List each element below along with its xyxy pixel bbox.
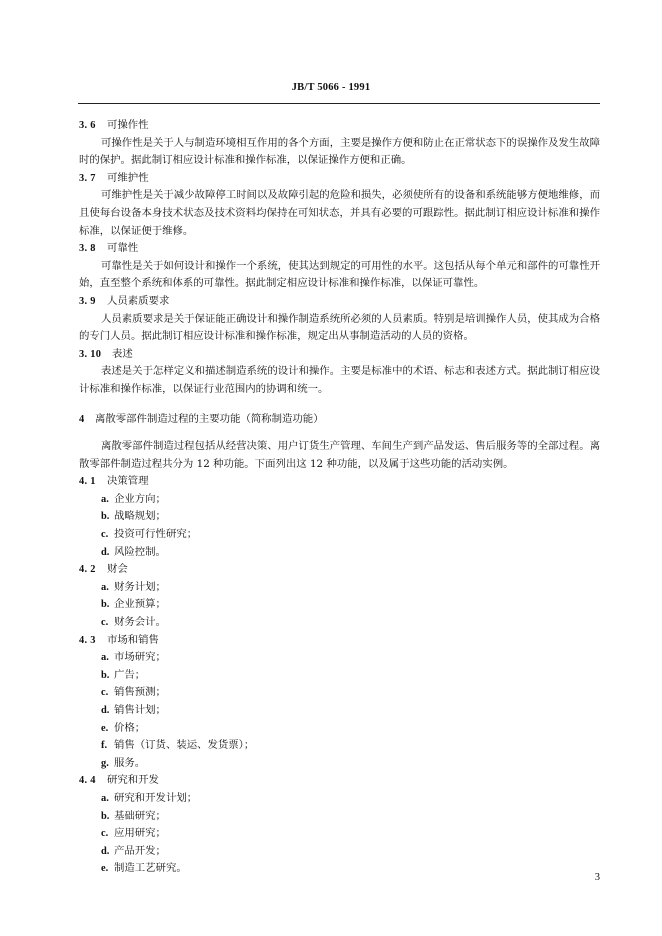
section-heading (79, 240, 600, 258)
section-title: 可操作性 (107, 119, 149, 131)
list-marker: g. (101, 757, 109, 769)
list-item-text: 销售预测； (114, 686, 166, 699)
list-item-text: 企业预算； (114, 598, 166, 611)
list-item-text: 企业方向； (114, 492, 166, 505)
list-marker: b. (101, 669, 110, 681)
list-item (79, 825, 600, 843)
paragraph: 人员素质要求是关于保证能正确设计和操作制造系统所必须的人员素质。特别是培训操作人员，使其成为合格的专门人员。据此制订相应设计标准和操作标准，规定出从事制造活动的人员的资格。 (79, 312, 600, 343)
list-marker: a. (101, 493, 109, 505)
document-body (79, 117, 600, 878)
list-item-text: 财务计划； (114, 580, 166, 593)
paragraph: 可操作性是关于人与制造环境相互作用的各个方面，主要是操作方便和防止在正常状态下的误操作及发生故障时的保护。据此制订相应设计标准和操作标准，以保证操作方便和正确。 (79, 136, 600, 167)
list-item (79, 579, 600, 597)
list-item-text: 风险控制。 (114, 545, 166, 558)
paragraph: 可靠性是关于如何设计和操作一个系统，使其达到规定的可用性的水平。这包括从每个单元和部件的可靠性开始，直至整个系统和体系的可靠性。据此制定相应设计标准和操作标准，以保证可靠性。 (79, 259, 600, 290)
list-item-text: 销售（订货、装运、发货票）； (114, 739, 255, 752)
section-heading (79, 772, 600, 790)
list-marker: c. (101, 617, 109, 629)
list-item (79, 737, 600, 755)
list-item (79, 702, 600, 720)
section-title: 可维护性 (107, 171, 149, 184)
section-title: 可靠性 (107, 242, 139, 255)
section-heading (79, 117, 600, 135)
list-item (79, 667, 600, 685)
list-item (79, 860, 600, 878)
paragraph: 离散零部件制造过程包括从经营决策、用户订货生产管理、车间生产到产品发运、售后服务等的全部过程。离散零部件制造过程共分为 12 种功能。下面列出这 12 种功能，以及属于这些功能的活动实例。 (79, 440, 600, 470)
section-title: 表述 (112, 347, 133, 360)
list-marker: b. (101, 810, 110, 822)
list-marker: a. (101, 581, 109, 593)
list-item-text: 销售计划； (114, 704, 166, 716)
list-item-text: 广告； (114, 668, 146, 681)
list-marker: c. (101, 529, 109, 541)
section-title: 市场和销售 (107, 633, 159, 646)
section-heading (79, 346, 600, 364)
list-item-text: 战略规划； (114, 510, 166, 523)
list-marker: d. (101, 845, 110, 857)
list-marker: c. (101, 828, 109, 840)
list-item (79, 508, 600, 526)
list-item-text: 财务会计。 (114, 616, 166, 629)
list-marker: e. (101, 722, 109, 734)
chapter-heading (79, 411, 600, 429)
section-heading (79, 561, 600, 579)
list-item (79, 544, 600, 562)
list-item (79, 790, 600, 808)
list-item (79, 649, 600, 667)
list-item-text: 制造工艺研究。 (114, 862, 187, 875)
section-heading (79, 170, 600, 188)
page-number: 3 (594, 872, 600, 883)
section-title: 研究和开发 (107, 774, 159, 787)
list-marker: c. (101, 687, 109, 699)
section-number: 4. 3 (79, 634, 96, 646)
list-marker: b. (101, 511, 110, 523)
list-item-text: 价格； (114, 721, 146, 734)
section-number: 3. 6 (79, 120, 96, 131)
list-item (79, 720, 600, 738)
section-number: 3. 10 (79, 348, 102, 360)
section-heading (79, 473, 600, 491)
section-number: 4. 1 (79, 476, 96, 488)
list-item (79, 843, 600, 861)
list-item (79, 755, 600, 773)
list-item (79, 614, 600, 632)
list-marker: d. (101, 705, 110, 716)
list-item (79, 808, 600, 826)
header-rule (78, 103, 600, 104)
list-item-text: 服务。 (114, 756, 146, 769)
section-heading (79, 293, 600, 311)
list-item-text: 基础研究； (114, 809, 166, 822)
chapter-number: 4 (79, 413, 85, 425)
section-number: 3. 9 (79, 295, 96, 307)
paragraph: 表述是关于怎样定义和描述制造系统的设计和操作。主要是标准中的术语、标志和表述方式。据此制订相应设计标准和操作标准，以保证行业范围内的协调和统一。 (79, 365, 600, 395)
list-marker: e. (101, 863, 109, 875)
section-heading (79, 632, 600, 650)
section-title: 人员素质要求 (107, 294, 170, 307)
list-marker: d. (101, 546, 110, 558)
list-item-text: 应用研究； (114, 827, 166, 840)
section-title: 财会 (107, 563, 128, 576)
section-number: 4. 4 (79, 775, 96, 787)
list-marker: a. (101, 652, 109, 664)
section-number: 3. 8 (79, 243, 96, 255)
page-header: JB/T 5066 - 1991 (291, 82, 371, 93)
list-marker: f. (101, 740, 108, 752)
list-marker: a. (101, 792, 109, 804)
list-item-text: 投资可行性研究； (114, 528, 198, 541)
list-item-text: 产品开发； (114, 844, 166, 857)
list-item-text: 市场研究； (114, 651, 166, 664)
section-number: 3. 7 (79, 172, 96, 184)
section-title: 决策管理 (107, 475, 149, 488)
list-item (79, 684, 600, 702)
list-item (79, 596, 600, 614)
list-marker: b. (101, 599, 110, 611)
list-item (79, 526, 600, 544)
list-item-text: 研究和开发计划； (114, 791, 198, 804)
chapter-title: 离散零部件制造过程的主要功能（简称制造功能） (95, 412, 324, 425)
list-item (79, 491, 600, 509)
section-number: 4. 2 (79, 564, 96, 576)
paragraph: 可维护性是关于减少故障停工时间以及故障引起的危险和损失，必须使所有的设备和系统能够方便地维修，而且使每台设备本身技术状态及技术资料均保持在可知状态，并具有必要的可跟踪性。据此制订相应设计标准和操作标准，以保证便于维修。 (79, 189, 600, 237)
